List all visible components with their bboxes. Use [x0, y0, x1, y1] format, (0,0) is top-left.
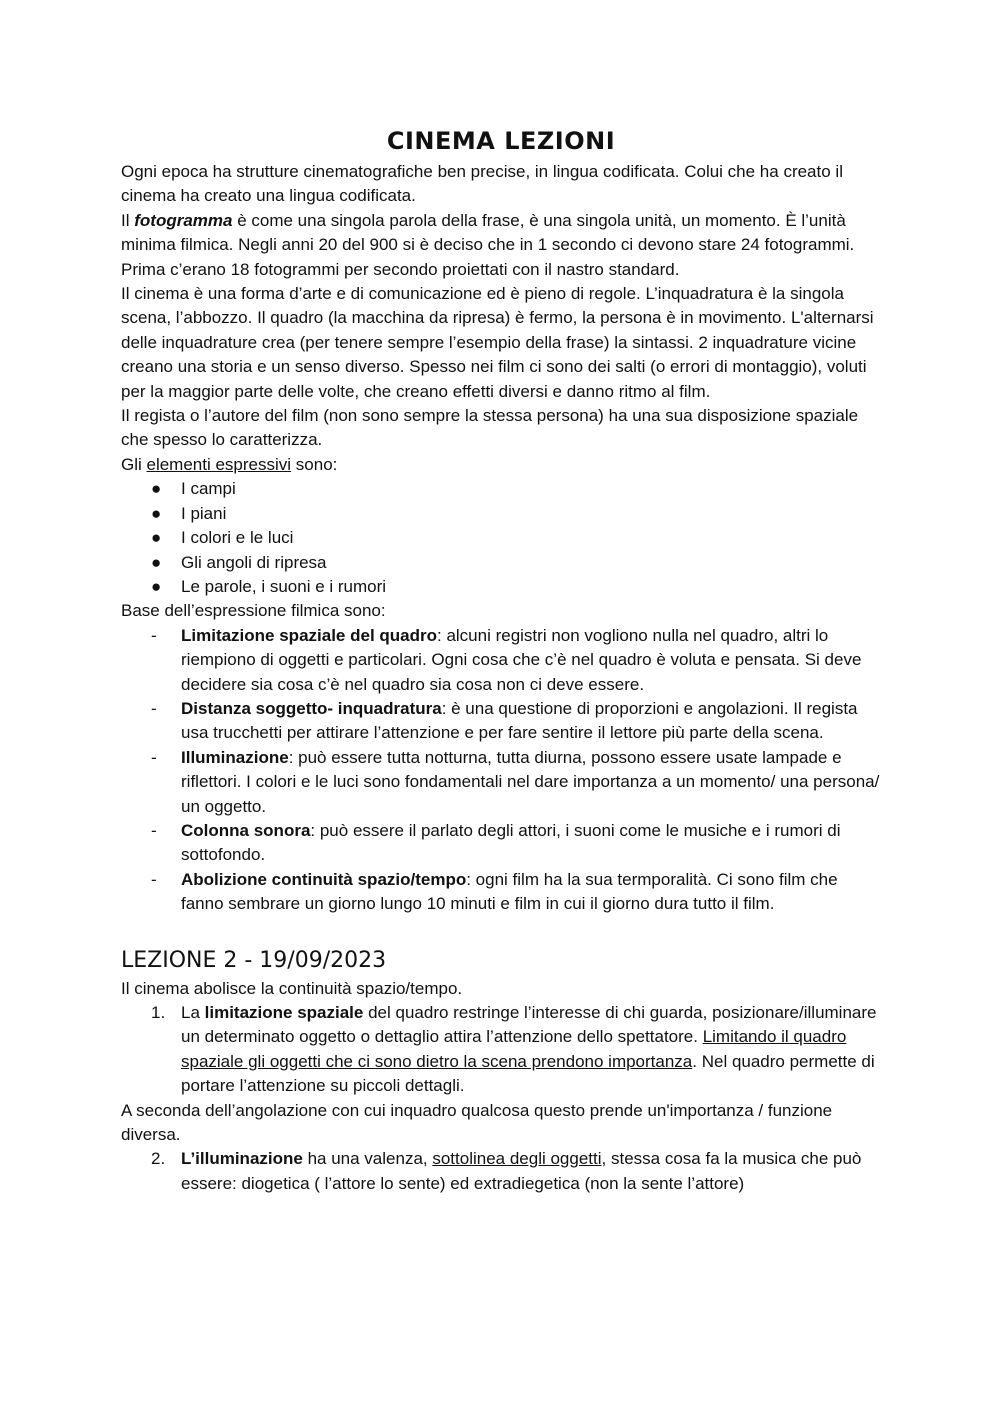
list-item-term: Limitazione spaziale del quadro	[181, 625, 437, 645]
dash-icon: -	[151, 747, 157, 767]
document-page	[121, 124, 881, 1196]
lesson-2-paragraph-1: Il cinema abolisce la continuità spazio/tempo.	[121, 978, 463, 998]
list-item	[121, 697, 881, 746]
list-item	[121, 868, 881, 917]
expressive-elements-list	[121, 477, 881, 599]
intro-paragraph-1: Ogni epoca ha strutture cinematografiche ben precise, in lingua codificata. Colui che ha creato il cinema ha creato una lingua codificata.	[121, 162, 843, 206]
dash-icon: -	[151, 869, 157, 889]
underlined-phrase: Limitando il quadro spaziale gli oggetti che ci sono dietro la scena prendono importanza	[181, 1027, 847, 1071]
lesson-2-paragraph-2: A seconda dell’angolazione con cui inquadro qualcosa questo prende un'importanza / funzione diversa.	[121, 1100, 833, 1145]
dash-icon: -	[151, 625, 157, 645]
list-number: 2.	[151, 1149, 166, 1169]
lesson-2-list-1	[121, 1001, 881, 1099]
text-run: , stessa cosa fa la musica che può essere: diogetica ( l’attore lo sente) ed extradiegetica (non la sente l’attore)	[181, 1149, 862, 1193]
base-items-list	[121, 624, 881, 917]
list-item	[121, 746, 881, 819]
list-item	[121, 477, 881, 501]
list-item-term: Colonna sonora	[181, 820, 311, 840]
base-heading: Base dell’espressione filmica sono:	[121, 601, 386, 621]
list-item	[121, 1001, 881, 1099]
intro-paragraph-5	[121, 453, 881, 477]
list-item-text: Gli angoli di ripresa	[181, 552, 327, 572]
bullet-icon: ●	[151, 528, 162, 548]
list-item	[121, 819, 881, 868]
lesson-2-heading: LEZIONE 2 - 19/09/2023	[121, 947, 387, 973]
bullet-icon: ●	[151, 552, 162, 572]
text-run: Gli	[121, 454, 147, 474]
list-item-text: I campi	[181, 479, 236, 499]
list-item-text: : può essere il parlato degli attori, i suoni come le musiche e i rumori di sottofondo.	[181, 820, 841, 865]
list-item-text: Le parole, i suoni e i rumori	[181, 576, 387, 596]
text-run: . Nel quadro permette di portare l’attenzione su piccoli dettagli.	[181, 1051, 875, 1096]
text-run: La	[181, 1003, 205, 1022]
bullet-icon: ●	[151, 479, 162, 499]
list-item-text: : è una questione di proporzioni e angolazioni. Il regista usa trucchetti per attirare l’attenzione e per fare sentire il lettore più parte della scena.	[181, 698, 858, 743]
list-item-text: I piani	[181, 503, 227, 523]
lesson-2-list-2	[121, 1147, 881, 1196]
list-number: 1.	[151, 1003, 166, 1022]
underlined-term: elementi espressivi	[146, 454, 292, 474]
list-item	[121, 1147, 881, 1196]
dash-icon: -	[151, 698, 157, 718]
intro-paragraph-3: Il cinema è una forma d’arte e di comunicazione ed è pieno di regole. L’inquadratura è la singola scena, l’abbozzo. Il quadro (la macchina da ripresa) è fermo, la persona è in movimento. L'alternarsi delle inquadrature crea (per tenere sempre l’esempio della frase) la sintassi. 2 inquadrature vicine creano una storia e un senso diverso. Spesso nei film ci sono dei salti (o errori di montaggio), voluti per la maggior parte delle volte, che creano effetti diversi e danno ritmo al film.	[121, 284, 874, 401]
page-title: CINEMA LEZIONI	[386, 127, 616, 155]
text-run: Il	[121, 210, 135, 230]
underlined-phrase: sottolinea degli oggetti	[432, 1149, 602, 1169]
list-item-term: Abolizione continuità spazio/tempo	[181, 869, 467, 889]
list-item-term: L’illuminazione	[181, 1149, 303, 1169]
text-run: del quadro restringe l’interesse di chi guarda, posizionare/illuminare un determinato oggetto o dettaglio attira l’attenzione dello spettatore.	[181, 1003, 877, 1047]
text-run: sono:	[291, 454, 338, 474]
bullet-icon: ●	[151, 576, 162, 596]
intro-paragraph-2	[121, 209, 881, 282]
list-item-text: : alcuni registri non vogliono nulla nel quadro, altri lo riempiono di oggetti e particolari. Ogni cosa che c’è nel quadro è voluta e pensata. Si deve decidere sia cosa c’è nel quadro sia cosa non ci deve essere.	[181, 625, 862, 694]
list-item-term: Illuminazione	[181, 747, 289, 767]
list-item	[121, 526, 881, 550]
list-item	[121, 502, 881, 526]
list-item-text: I colori e le luci	[181, 528, 294, 548]
list-item	[121, 624, 881, 697]
list-item-term: Distanza soggetto- inquadratura	[181, 698, 442, 718]
list-item	[121, 575, 881, 599]
text-run: è come una singola parola della frase, è una singola unità, un momento. È l’unità minima filmica. Negli anni 20 del 900 si è deciso che in 1 secondo ci devono stare 24 fotogrammi. Prima c’erano 18 fotogrammi per secondo proiettati con il nastro standard.	[121, 210, 855, 279]
bullet-icon: ●	[151, 503, 162, 523]
text-run: ha una valenza,	[302, 1149, 433, 1169]
term-fotogramma: fotogramma	[134, 210, 233, 230]
list-item-text: : può essere tutta notturna, tutta diurna, possono essere usate lampade e riflettori. I colori e le luci sono fondamentali nel dare importanza a un momento/ una persona/ un oggetto.	[181, 747, 880, 816]
list-item-term: limitazione spaziale	[204, 1003, 364, 1022]
list-item	[121, 551, 881, 575]
dash-icon: -	[151, 820, 157, 840]
list-item-text: : ogni film ha la sua termporalità. Ci sono film che fanno sembrare un giorno lungo 10 minuti e film in cui il giorno dura tutto il film.	[181, 869, 838, 914]
intro-paragraph-4: Il regista o l’autore del film (non sono sempre la stessa persona) ha una sua disposizione spaziale che spesso lo caratterizza.	[121, 406, 859, 450]
